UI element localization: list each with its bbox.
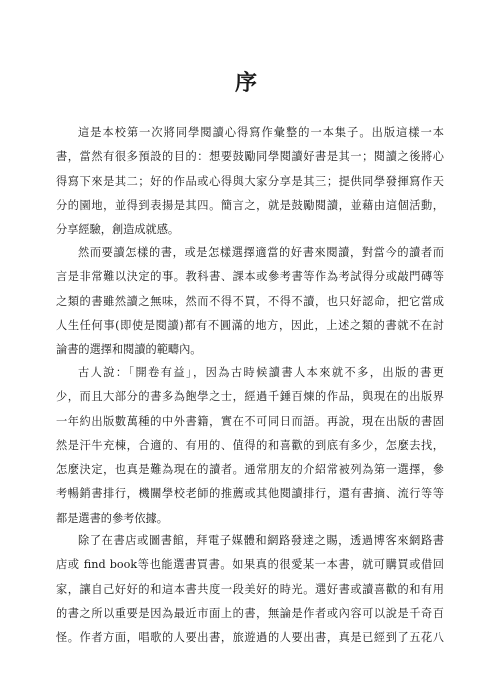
paragraph-line: 家，讓自己好好的和這本書共度一段美好的時光。選好書或讀喜歡的和有用 xyxy=(56,582,444,596)
paragraph-line: 書，當然有很多預設的目的：想要鼓勵同學閱讀好書是其一；閱讀之後將心 xyxy=(56,150,444,164)
paragraph-line: 除了在書店或圖書館，拜電子媒體和網路發達之賜，透過博客來網路書 xyxy=(78,534,444,547)
paragraph-4 xyxy=(56,529,444,650)
paragraph-line: 怪。作者方面，唱歌的人要出書，旅遊過的人要出書，真是已經到了五花八 xyxy=(56,631,444,645)
paragraph-line: 古人說：「開卷有益」，因為古時候讀書人本來就不多，出版的書更 xyxy=(78,366,444,379)
paragraph-line: 然而要讀怎樣的書，或是怎樣選擇適當的好書來閱讀，對當今的讀者而 xyxy=(78,246,444,259)
paragraph-line: 分的園地，並得到表揚是其四。簡言之，就是鼓勵閱讀，並藉由這個活動， xyxy=(56,198,444,212)
paragraph-line: 論書的選擇和閱讀的範疇內。 xyxy=(56,343,202,357)
paragraph-line: 分享經驗，創造成就感。 xyxy=(56,223,180,237)
paragraph-3 xyxy=(56,361,444,531)
paragraph-line: 之類的書雖然讀之無味，然而不得不買，不得不讀，也只好認命，把它當成 xyxy=(56,294,444,308)
paragraph-1 xyxy=(56,121,444,242)
paragraph-line: 店或 find book等也能選書買書。如果真的很愛某一本書，就可購買或借回 xyxy=(56,558,444,572)
paragraph-line: 怎麼決定，也真是難為現在的讀者。通常朋友的介紹常被列為第一選擇，參 xyxy=(56,463,444,477)
paragraph-line: 人生任何事(即使是閱讀)都有不圓滿的地方，因此，上述之類的書就不在討 xyxy=(56,318,444,332)
paragraph-line: 得寫下來是其二；好的作品或心得與大家分享是其三；提供同學發揮寫作天 xyxy=(56,174,444,188)
paragraph-line: 言是非常難以決定的事。教科書、課本或參考書等作為考試得分或敲門磚等 xyxy=(56,270,444,284)
paragraph-line: 一年約出版數萬種的中外書籍，實在不可同日而語。再說，現在出版的書固 xyxy=(56,414,444,428)
paragraph-line: 都是選書的參考依據。 xyxy=(56,511,168,525)
paragraph-2 xyxy=(56,241,444,362)
paragraph-line: 少，而且大部分的書多為飽學之士，經過千錘百煉的作品，與現在的出版界 xyxy=(56,390,444,404)
page-title: 序 xyxy=(234,70,259,96)
paragraph-line: 這是本校第一次將同學閱讀心得寫作彙整的一本集子。出版這樣一本 xyxy=(78,126,444,139)
paragraph-line: 考暢銷書排行，機關學校老師的推薦或其他閱讀排行，還有書摘、流行等等 xyxy=(56,487,444,501)
paragraph-line: 的書之所以重要是因為最近市面上的書，無論是作者或內容可以說是千奇百 xyxy=(56,606,444,620)
paragraph-line: 然是汗牛充棟，合適的、有用的、值得的和喜歡的到底有多少，怎麼去找， xyxy=(56,438,444,452)
